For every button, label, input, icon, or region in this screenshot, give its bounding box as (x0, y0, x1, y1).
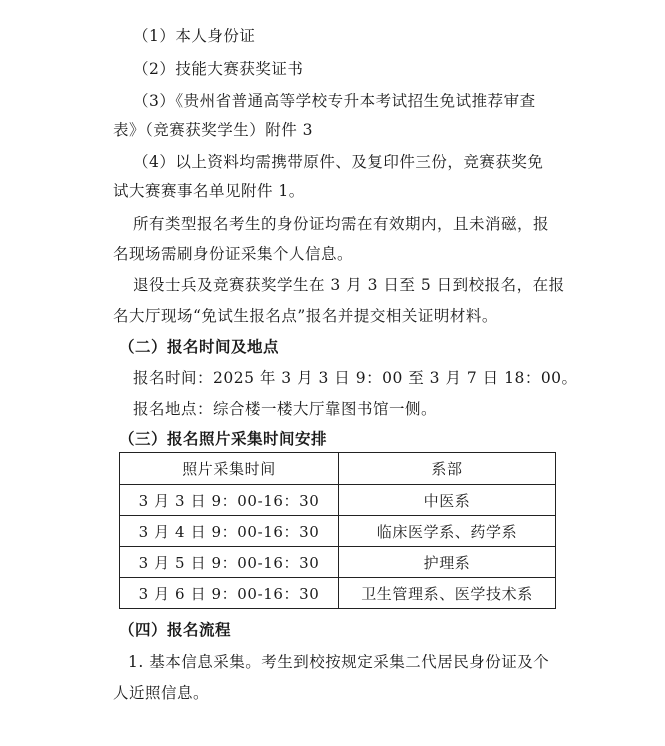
required-item-2: （2）技能大赛获奖证书 (133, 60, 304, 78)
table-header-row (120, 453, 556, 485)
table-cell-time: 3 月 5 日 9：00-16：30 (120, 547, 339, 578)
required-item-4-line-1: （4）以上资料均需携带原件、及复印件三份，竞赛获奖免 (133, 153, 544, 171)
table-cell-department: 护理系 (339, 547, 556, 578)
photo-schedule-table (119, 452, 556, 609)
section-4-heading: （四）报名流程 (119, 621, 232, 639)
table-row (120, 485, 556, 516)
registration-time: 报名时间：2025 年 3 月 3 日 9：00 至 3 月 7 日 18：00。 (133, 369, 578, 387)
table-header-time: 照片采集时间 (120, 453, 339, 485)
veteran-paragraph-line-2: 名大厅现场“免试生报名点”报名并提交相关证明材料。 (113, 307, 498, 325)
table-cell-department: 中医系 (339, 485, 556, 516)
registration-place: 报名地点：综合楼一楼大厅靠图书馆一侧。 (133, 400, 438, 418)
section-2-heading: （二）报名时间及地点 (119, 338, 280, 356)
required-item-3-line-1: （3）《贵州省普通高等学校专升本考试招生免试推荐审查 (133, 92, 536, 110)
table-row (120, 516, 556, 547)
table-cell-time: 3 月 6 日 9：00-16：30 (120, 578, 339, 609)
table-row (120, 578, 556, 609)
process-step-1-line-1: 1. 基本信息采集。考生到校按规定采集二代居民身份证及个 (128, 653, 550, 671)
required-item-3-line-2: 表》（竞赛获奖学生）附件 3 (113, 121, 314, 139)
table-cell-department: 临床医学系、药学系 (339, 516, 556, 547)
section-3-heading: （三）报名照片采集时间安排 (119, 430, 328, 448)
required-item-4-line-2: 试大赛赛事名单见附件 1。 (113, 182, 305, 200)
required-item-1: （1）本人身份证 (133, 27, 256, 45)
table-row (120, 547, 556, 578)
idcard-paragraph-line-2: 名现场需刷身份证采集个人信息。 (113, 245, 354, 263)
table-cell-time: 3 月 4 日 9：00-16：30 (120, 516, 339, 547)
table-cell-department: 卫生管理系、医学技术系 (339, 578, 556, 609)
table-header-department: 系部 (339, 453, 556, 485)
veteran-paragraph-line-1: 退役士兵及竞赛获奖学生在 3 月 3 日至 5 日到校报名，在报 (133, 276, 565, 294)
process-step-1-line-2: 人近照信息。 (113, 684, 210, 702)
idcard-paragraph-line-1: 所有类型报名考生的身份证均需在有效期内，且未消磁，报 (133, 215, 550, 233)
table-cell-time: 3 月 3 日 9：00-16：30 (120, 485, 339, 516)
